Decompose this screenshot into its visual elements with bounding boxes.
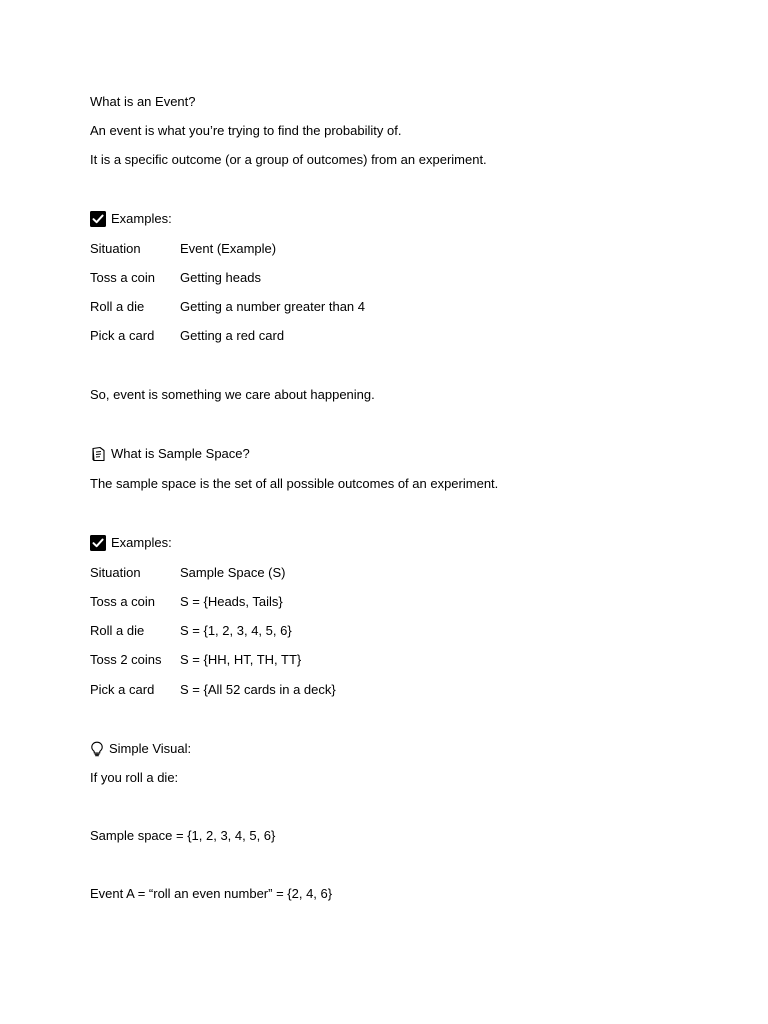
event-examples-label: Examples:	[111, 211, 172, 226]
simple-visual-heading-text: Simple Visual:	[109, 741, 192, 756]
checkbox-checked-icon	[90, 535, 106, 551]
sample-space-table-row-space: S = {Heads, Tails}	[180, 594, 283, 609]
sample-space-line: Sample space = {1, 2, 3, 4, 5, 6}	[90, 828, 276, 843]
event-table-row-event: Getting a red card	[180, 328, 285, 343]
notebook-icon	[90, 446, 106, 462]
sample-space-heading-text: What is Sample Space?	[111, 446, 250, 461]
sample-space-table-row-situation: Toss 2 coins	[90, 652, 162, 667]
sample-space-examples-heading	[90, 535, 172, 551]
checkbox-checked-icon	[90, 211, 106, 227]
sample-space-table-header-space: Sample Space (S)	[180, 565, 286, 580]
sample-space-table-header-situation: Situation	[90, 565, 141, 580]
simple-visual-heading	[90, 741, 191, 757]
event-summary: So, event is something we care about happening.	[90, 387, 375, 402]
event-table-row-situation: Pick a card	[90, 328, 155, 343]
lightbulb-icon	[90, 741, 104, 757]
sample-space-definition: The sample space is the set of all possible outcomes of an experiment.	[90, 476, 499, 491]
sample-space-table-row-situation: Pick a card	[90, 682, 155, 697]
event-definition-1: An event is what you’re trying to find the probability of.	[90, 123, 402, 138]
event-table-row-event: Getting a number greater than 4	[180, 299, 366, 314]
sample-space-table-row-space: S = {All 52 cards in a deck}	[180, 682, 336, 697]
event-definition-2: It is a specific outcome (or a group of outcomes) from an experiment.	[90, 152, 487, 167]
event-table-row-situation: Toss a coin	[90, 270, 156, 285]
simple-visual-intro: If you roll a die:	[90, 770, 179, 785]
event-heading: What is an Event?	[90, 94, 196, 109]
event-examples-heading	[90, 211, 172, 227]
sample-space-examples-label: Examples:	[111, 535, 172, 550]
sample-space-table-row-situation: Toss a coin	[90, 594, 156, 609]
event-a-line: Event A = “roll an even number” = {2, 4, 6}	[90, 886, 333, 901]
sample-space-table-row-space: S = {HH, HT, TH, TT}	[180, 652, 302, 667]
sample-space-table-row-space: S = {1, 2, 3, 4, 5, 6}	[180, 623, 292, 638]
sample-space-table-row-situation: Roll a die	[90, 623, 145, 638]
event-table-header-event: Event (Example)	[180, 241, 277, 256]
event-table-row-situation: Roll a die	[90, 299, 145, 314]
sample-space-heading	[90, 446, 250, 462]
event-table-header-situation: Situation	[90, 241, 141, 256]
event-table-row-event: Getting heads	[180, 270, 261, 285]
